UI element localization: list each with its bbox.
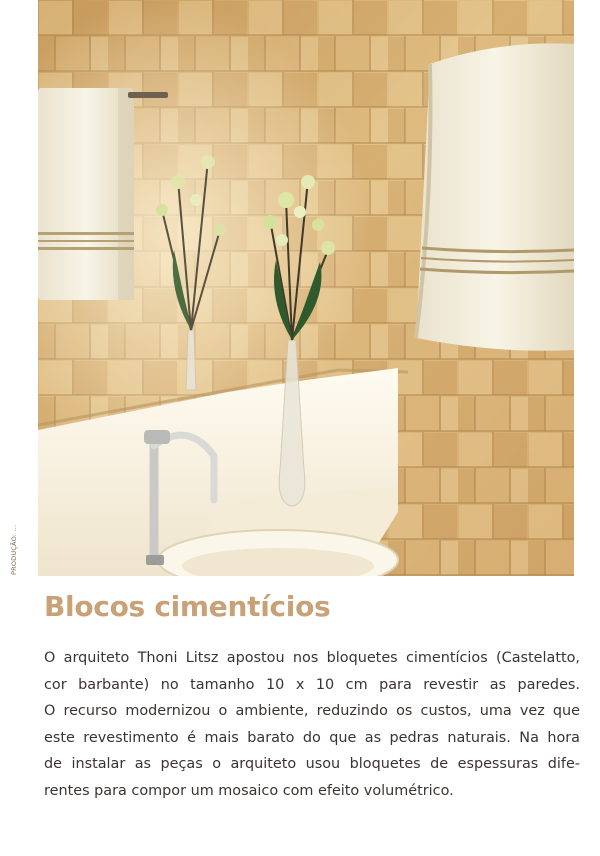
body-line: rentes para compor um mosaico com efeito volumétrico. [44,782,454,799]
towel-right [416,43,574,350]
bathroom-photo [38,0,574,576]
body-line: O recurso modernizou o ambiente, reduzindo os custos, uma vez que [44,703,580,719]
body-line: de instalar as peças o arquiteto usou bloquetes de espessuras dife- [44,756,580,772]
side-credit-text: PRODUÇÃO: ... [10,524,18,575]
body-line: este revestimento é mais barato do que as pedras naturais. Na hora [44,729,580,746]
body-line: cor barbante) no tamanho 10 x 10 cm para revestir as paredes. [44,676,580,693]
body-line: O arquiteto Thoni Litsz apostou nos bloquetes cimentícios (Castelatto, [44,650,580,666]
article-heading: Blocos cimentícios [44,590,331,623]
side-credit [2,355,18,575]
article-body [44,645,580,804]
